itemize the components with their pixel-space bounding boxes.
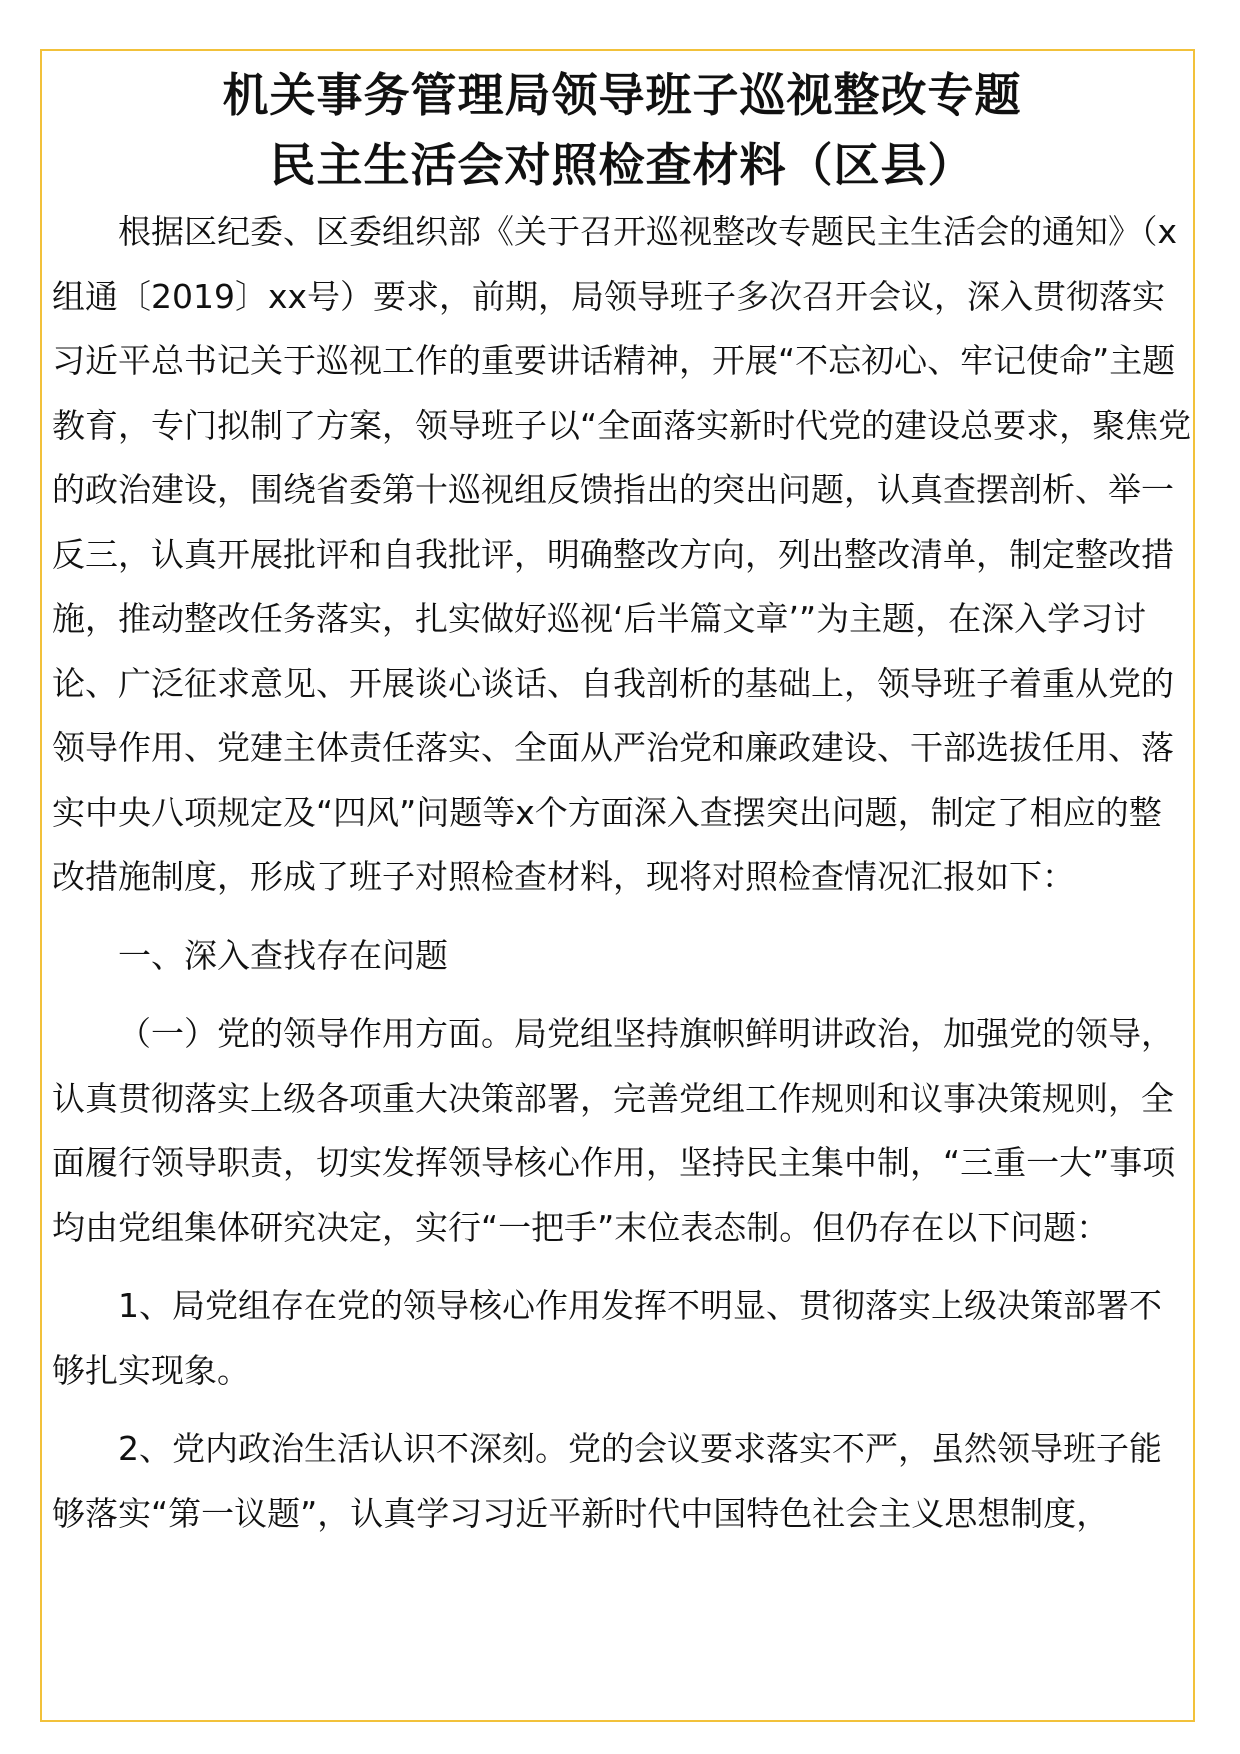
subsection-paragraph: （一）党的领导作用方面。局党组坚持旗帜鲜明讲政治，加强党的领导，认真贯彻落实上级各项重大决策部署，完善党组工作规则和议事决策规则，全面履行领导职责，切实发挥领导核心作用，坚持民主集中制，“三重一大”事项均由党组集体研究决定，实行“一把手”末位表态制。但仍存在以下问题： bbox=[52, 1014, 1176, 1247]
document-body bbox=[52, 60, 1192, 1546]
intro-paragraph: 根据区纪委、区委组织部《关于召开巡视整改专题民主生活会的通知》（x组通〔2019〕xx号）要求，前期，局领导班子多次召开会议，深入贯彻落实习近平总书记关于巡视工作的重要讲话精神，开展“不忘初心、牢记使命”主题教育，专门拟制了方案，领导班子以“全面落实新时代党的建设总要求，聚焦党的政治建设，围绕省委第十巡视组反馈指出的突出问题，认真查摆剖析、举一反三，认真开展批评和自我批评，明确整改方向，列出整改清单，制定整改措施，推动整改任务落实，扎实做好巡视‘后半篇文章’”为主题，在深入学习讨论、广泛征求意见、开展谈心谈话、自我剖析的基础上，领导班子着重从党的领导作用、党建主体责任落实、全面从严治党和廉政建设、干部选拔任用、落实中央八项规定及“四风”问题等x个方面深入查摆突出问题，制定了相应的整改措施制度，形成了班子对照检查材料，现将对照检查情况汇报如下： bbox=[52, 212, 1192, 896]
issue-item-1: 1、局党组存在党的领导核心作用发挥不明显、贯彻落实上级决策部署不够扎实现象。 bbox=[52, 1286, 1162, 1390]
title-line-2: 民主生活会对照检查材料（区县） bbox=[269, 138, 975, 192]
section-heading: 一、深入查找存在问题 bbox=[118, 935, 448, 975]
title-line-1: 机关事务管理局领导班子巡视整改专题 bbox=[222, 68, 1022, 122]
document-text bbox=[52, 200, 1192, 1546]
issue-item-2: 2、党内政治生活认识不深刻。党的会议要求落实不严，虽然领导班子能够落实“第一议题”，认真学习习近平新时代中国特色社会主义思想制度， bbox=[52, 1429, 1162, 1533]
document-title bbox=[52, 60, 1192, 200]
